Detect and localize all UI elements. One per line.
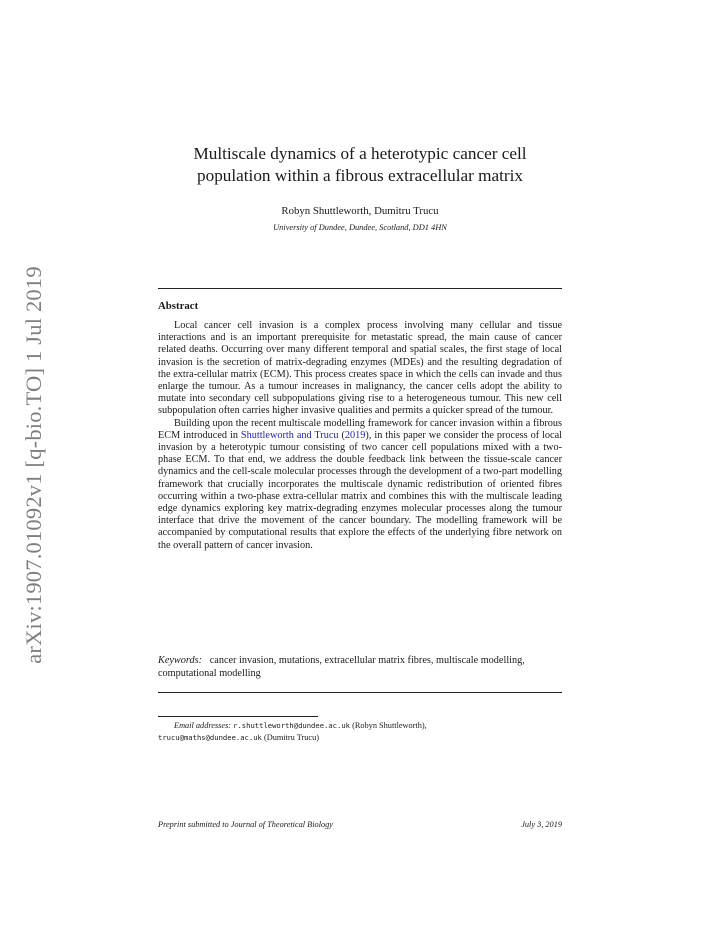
email-label: Email addresses:: [174, 721, 232, 730]
email-1[interactable]: r.shuttleworth@dundee.ac.uk: [233, 721, 350, 730]
keywords-text: cancer invasion, mutations, extracellular matrix fibres, multiscale modelling, computational modelling: [158, 655, 525, 679]
title-line-2: population within a fibrous extracellular matrix: [197, 166, 523, 185]
abstract-para2-text-a: Building upon the recent multiscale modelling framework for cancer invasion within a fibrous ECM introduced in: [158, 417, 562, 441]
arxiv-stamp-text: arXiv:1907.01092v1 [q-bio.TO] 1 Jul 2019: [21, 266, 46, 664]
footnote-rule: [158, 716, 318, 717]
citation-link[interactable]: Shuttleworth and Trucu: [240, 429, 339, 441]
top-rule: [158, 288, 562, 289]
keywords-label: Keywords:: [158, 655, 203, 666]
keywords: [158, 654, 562, 680]
footer-date: July 3, 2019: [521, 820, 562, 829]
email-2[interactable]: trucu@maths@dundee.ac.uk: [158, 732, 262, 742]
abstract-paragraph-1: Local cancer cell invasion is a complex process involving many cellular and tissue interactions and is an important prerequisite for metastatic spread, the main cause of cancer related deaths. Occurring over many different temporal and spatial scales, the first stage of local invasion is the secretion of matrix-degrading enzymes (MDEs) and the resulting degradation of the extra-cellular matrix (ECM). This process creates space in which the cells can invade and thus enlarge the tumour. As a tumour increases in malignancy, the cancer cells adopt the ability to mutate into secondary cell subpopulations giving rise to a heterogeneous tumour. This new cell subpopulation often carries higher invasive qualities and permits a quicker spread of the tumour.: [158, 320, 562, 417]
bottom-rule: [158, 692, 562, 693]
footer-preprint: Preprint submitted to Journal of Theoretical Biology: [158, 820, 333, 829]
abstract-paragraph-2: Building upon the recent multiscale modelling framework for cancer invasion within a fibrous ECM introduced in Shuttleworth and Trucu (2019), in this paper we consider the process of local invasion by a heterotypic tumour consisting of two cancer cell populations mixed with a two-phase ECM. To that end, we address the double feedback link between the tissue-scale cancer dynamics and the cell-scale molecular processes through the development of a two-part modelling framework that crucially incorporates the multiscale dynamic redistribution of oriented fibres occurring within a two-phase extra-cellular matrix and combines this with the multiscale leading edge dynamics exploring key matrix-degrading enzymes molecular processes along the tumour interface that drive the movement of the cancer boundary. The modelling framework will be accompanied by computational results that explore the effects of the underlying fibre network on the overall pattern of cancer invasion.: [158, 417, 563, 551]
authors: Robyn Shuttleworth, Dumitru Trucu: [281, 205, 439, 217]
email-2-name: (Dumitru Trucu): [263, 732, 320, 742]
footnote: [158, 720, 562, 743]
title-line-1: Multiscale dynamics of a heterotypic cancer cell: [193, 144, 527, 163]
abstract-para2-text-b: ), in this paper we consider the process of local invasion by a heterotypic tumour consisting of two cancer cell populations mixed with a two-phase ECM. To that end, we address the double feedback link between the tissue-scale cancer dynamics and the cell-scale molecular processes through the development of a two-part modelling framework that crucially incorporates the multiscale dynamic redistribution of oriented fibres occurring within a two-phase extra-cellular matrix and combines this with the multiscale leading edge dynamics exploring key matrix-degrading enzymes molecular processes along the tumour interface that drive the movement of the cancer boundary. The modelling framework will be accompanied by computational results that explore the effects of the underlying fibre network on the overall pattern of cancer invasion.: [158, 429, 563, 551]
affiliation: University of Dundee, Dundee, Scotland, DD1 4HN: [273, 223, 447, 232]
abstract-body: [158, 320, 562, 552]
abstract-heading: Abstract: [158, 300, 199, 312]
email-1-name: (Robyn Shuttleworth),: [352, 721, 427, 730]
citation-year-link[interactable]: 2019: [344, 429, 366, 441]
paper-title: [150, 143, 570, 187]
page-footer: [158, 820, 562, 829]
